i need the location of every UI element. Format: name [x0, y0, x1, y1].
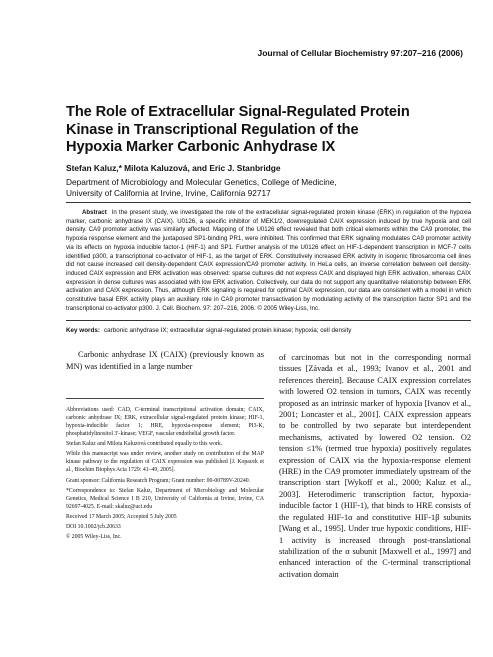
intro-text: Carbonic anhydrase IX (CAIX) (previously known as MN) was identified in a large number — [66, 350, 264, 371]
keywords-text: carbonic anhydrase IX; extracellular signal-regulated protein kinase; hypoxia; cell density — [103, 327, 352, 334]
keywords — [66, 327, 471, 334]
footnote: Grant sponsor: California Research Program; Grant number: 00-00789V-20240. — [66, 477, 251, 484]
affiliation-line: University of California at Irvine, Irvine, California 92717 — [66, 188, 271, 198]
intro-paragraph — [66, 349, 264, 372]
footnote: Stefan Kaluz and Milota Kaluzová contributed equally to this work. — [66, 441, 223, 448]
footnote: *Correspondence to: Stefan Kaluz, Department of Microbiology and Molecular Genetics, Medical Science I B 210, University of California at Irvine, Irvine, CA 92697-4025. E-mail: skaluz@uci.edu — [66, 487, 264, 510]
title-line: The Role of Extracellular Signal-Regulated Protein — [66, 104, 410, 120]
footnote: DOI 10.1002/jcb.20633 — [66, 524, 121, 531]
footnote: © 2005 Wiley-Liss, Inc. — [66, 534, 122, 541]
abstract-top-rule — [66, 202, 471, 203]
title-line: Kinase in Transcriptional Regulation of the — [66, 121, 359, 138]
abstract-bottom-rule — [66, 320, 471, 321]
footnotes — [66, 406, 264, 544]
abstract — [66, 209, 471, 313]
journal-citation: Journal of Cellular Biochemistry 97:207–216 (2006) — [257, 48, 463, 58]
body-right-column: of carcinomas but not in the corresponding normal tissues [Závada et al., 1993; Ivanov et al., 2001 and references therein]. Because CAIX expression correlates with lowered O2 tension in tumors, CAIX was recently proposed as an intrinsic marker of hypoxia [Ivanov et al., 2001; Loncaster et al., 2001]. CAIX expression appears to be controlled by two separate but interdependent mechanisms, activated by lowered O2 tension. O2 tension ≤1% (termed true hypoxia) positively regulates expression of CAIX via the hypoxia-response element (HRE) in the CA9 promoter immediately upstream of the transcription start [Wykoff et al., 2000; Kaluz et al., 2003]. Heterodimeric transcription factor, hypoxia-inducible factor 1 (HIF-1), that binds to HRE consists of the regulated HIF-1α and constitutive HIF-1β subunits [Wang et al., 1995]. Under true hypoxic conditions, HIF-1 activity is increased through post-translational stabilization of the α subunit [Maxwell et al., 1997] and enhanced interaction of the C-terminal transcriptional activation domain — [279, 353, 471, 579]
footnote-rule — [66, 398, 264, 399]
article-title — [66, 104, 471, 157]
abstract-label: Abstract — [82, 209, 107, 216]
footnote: Received 17 March 2005; Accepted 5 July 2005 — [66, 513, 177, 520]
affiliation-line: Department of Microbiology and Molecular Genetics, College of Medicine, — [66, 177, 337, 187]
affiliation — [66, 177, 466, 199]
footnote: While this manuscript was under review, another study on contribution of the MAP kinase pathway to the regulation of CAIX expression was published [J. Kopacek et al., Biochim Biophys Acta 1729: 41–49, 2005]. — [66, 451, 264, 474]
keywords-label: Key words: — [66, 327, 100, 334]
title-line: Hypoxia Marker Carbonic Anhydrase IX — [66, 139, 336, 155]
footnote: Abbreviations used: CAD, C-terminal transcriptional activation domain; CAIX, carbonic anhydrase IX; ERK, extracellular signal-regulated protein kinase; HIF-1, hypoxia-inducible factor 1; HRE, hypoxia-response element; PI3-K, phosphatidylinositol 3′-kinase; VEGF, vascular endothelial growth factor. — [66, 407, 264, 437]
author-list: Stefan Kaluz,* Milota Kaluzová, and Eric J. Stanbridge — [66, 163, 281, 173]
abstract-text: In the present study, we investigated the role of the extracellular signal-regulated protein kinase (ERK) in regulation of the hypoxia marker, carbonic anhydrase IX (CAIX). U0126, a specific inhibitor of MEK1/2, downregulated CAIX expression induced by true hypoxia and cell density. CA9 promoter activity was similarly affected. Mapping of the U0126 effect revealed that both critical elements within the CA9 promoter, the hypoxia response element and the juxtaposed SP1-binding PR1, were inhibited. This confirmed that ERK signaling modulates CA9 promoter activity via its effects on hypoxia inducible factor-1 (HIF-1) and SP1. Further analysis of the U0126 effect on HIF-1-dependent transcription in MCF-7 cells identified p300, a transcriptional co-activator of HIF-1, as the target of ERK. Constitutively increased ERK activity in isogenic fibrosarcoma cell lines did not cause increased cell density-dependent CAIX expression/CA9 promoter activity. In HeLa cells, an inverse correlation between cell density-induced CAIX expression and ERK activation was observed: sparse cultures did not express CAIX and displayed high ERK activation, whereas CAIX expression in dense cultures was associated with low ERK activation. Collectively, our data do not support any quantitative relationship between ERK activation and CAIX expression. Thus, although ERK signaling is required for optimal CAIX expression, our data are consistent with a model in which constitutive basal ERK activity plays an auxiliary role in CA9 promoter transactivation by modulating activity of the transcription factor SP1 and the transcriptional co-activator p300. J. Cell. Biochem. 97: 207–216, 2006. © 2005 Wiley-Liss, Inc. — [66, 209, 471, 312]
